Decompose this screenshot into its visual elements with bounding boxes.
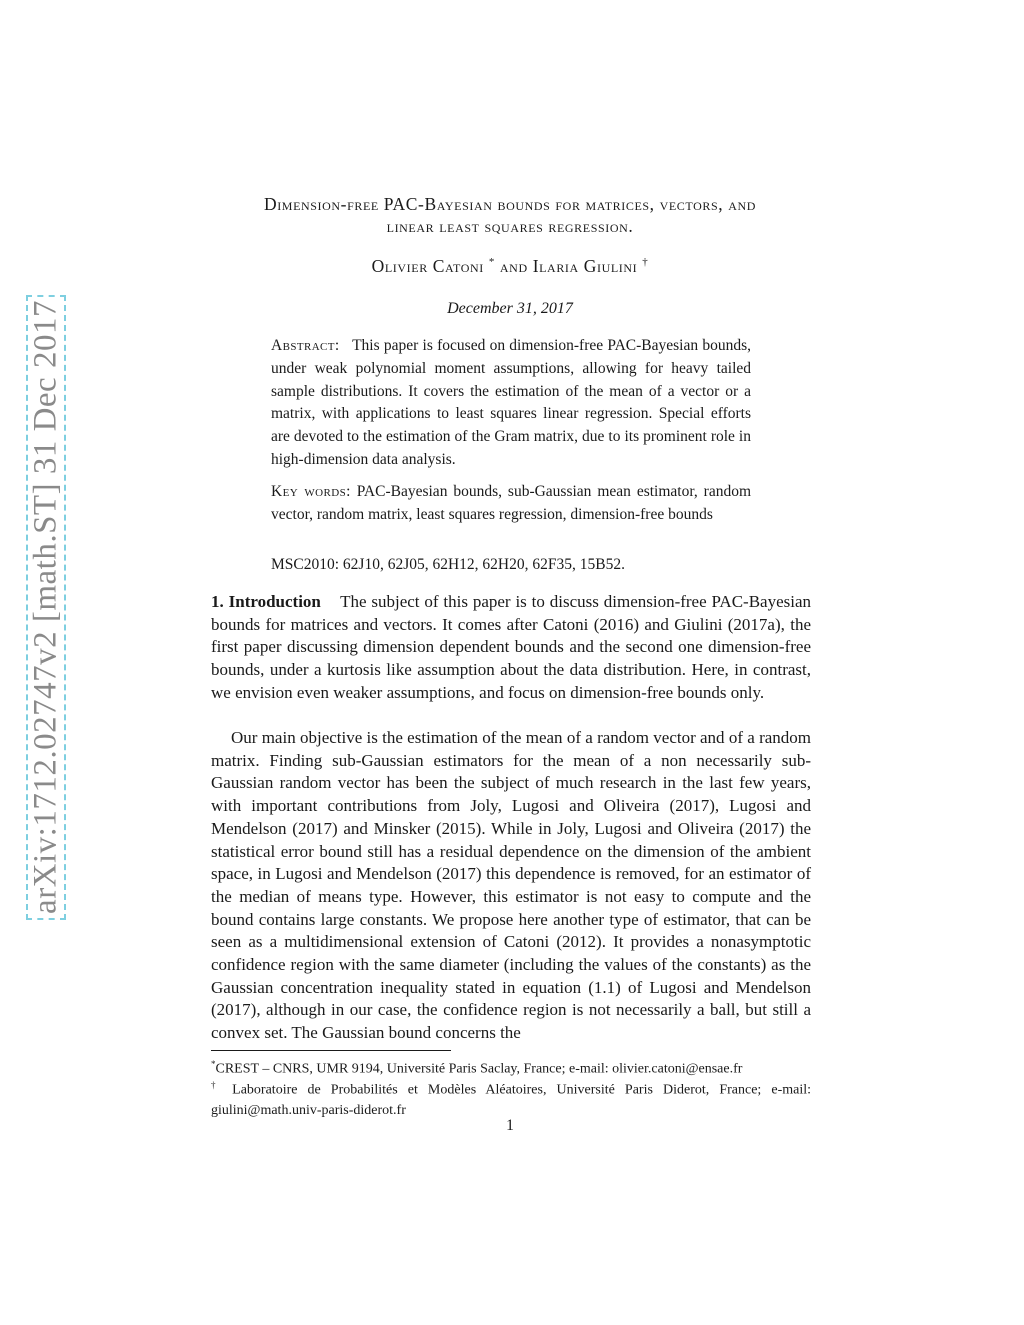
footnote-rule: [211, 1050, 451, 1051]
keywords-label: Key words:: [271, 483, 351, 500]
footnote-mark-1: *: [488, 256, 495, 269]
paper-date: December 31, 2017: [447, 300, 573, 317]
author-line: [200, 256, 820, 277]
author-catoni: Olivier Catoni: [371, 256, 484, 276]
msc-classification: MSC2010: 62J10, 62J05, 62H12, 62H20, 62F35, 15B52.: [271, 556, 625, 573]
keywords-text: PAC-Bayesian bounds, sub-Gaussian mean estimator, random vector, random matrix, least squares regression, dimension-free bounds: [271, 483, 752, 523]
footnote-2-mark: †: [211, 1080, 223, 1090]
intro-paragraph-2: Our main objective is the estimation of the mean of a random vector and of a random matrix. Finding sub-Gaussian estimators for the mean of a non necessarily sub-Gaussian random vector has been the subject of much research in the last few years, with important contributions from Joly, Lugosi and Oliveira (2017), Lugosi and Mendelson (2017) and Minsker (2015). While in Joly, Lugosi and Oliveira (2017) the statistical error bound still has a residual dependence on the dimension of the ambient space, in Lugosi and Mendelson (2017) this dependence is removed, for an estimator of the median of means type. However, this estimator is not easy to compute and the bound contains large constants. We propose here another type of estimator, that can be seen as a multidimensional extension of Catoni (2012). It provides a nonasymptotic confidence region with the same diameter (including the values of the constants) as the Gaussian concentration inequality stated in equation (1.1) of Lugosi and Mendelson (2017), although in our case, the confidence region is not necessarily a ball, but still a convex set. The Gaussian bound concerns the: [211, 728, 811, 1043]
footnote-mark-2: †: [642, 256, 649, 269]
arxiv-stamp[interactable]: arXiv:1712.02747v2 [math.ST] 31 Dec 2017: [27, 300, 64, 914]
footnote-1-text: CREST – CNRS, UMR 9194, Université Paris Saclay, France; e-mail: olivier.catoni@ensae.fr: [215, 1061, 743, 1077]
author-giulini: Ilaria Giulini: [532, 256, 638, 276]
intro-paragraph-1-text: The subject of this paper is to discuss dimension-free PAC-Bayesian bounds for matrices and vectors. It comes after Catoni (2016) and Giulini (2017a), the first paper discussing dimension dependent bounds and the second one dimension-free bounds, under a kurtosis like assumption about the data distribution. Here, in contrast, we envision even weaker assumptions, and focus on dimension-free bounds only.: [211, 592, 812, 702]
abstract-label: Abstract:: [271, 337, 340, 354]
footnote-2-text: Laboratoire de Probabilités et Modèles Aléatoires, Université Paris Diderot, France; e-mail: giulini@math.univ-paris-diderot.fr: [211, 1082, 812, 1118]
abstract-text: This paper is focused on dimension-free PAC-Bayesian bounds, under weak polynomial moment assumptions, allowing for heavy tailed sample distributions. It covers the estimation of the mean of a vector or a matrix, with applications to least squares linear regression. Special efforts are devoted to the estimation of the Gram matrix, due to its prominent role in high-dimension data analysis.: [271, 337, 751, 468]
paper-title-line-1: Dimension-free PAC-Bayesian bounds for matrices, vectors, and: [263, 194, 757, 214]
footnote-1-mark: *: [211, 1059, 216, 1069]
footnote-2: [211, 1075, 811, 1121]
keywords: [271, 481, 751, 527]
intro-paragraph-1: [211, 591, 811, 705]
section-heading-introduction: 1. Introduction: [211, 592, 321, 611]
author-conjunction: and: [499, 256, 528, 276]
abstract: [271, 335, 751, 472]
page-number: 1: [506, 1117, 514, 1134]
paper-title-line-2: linear least squares regression.: [386, 216, 634, 236]
